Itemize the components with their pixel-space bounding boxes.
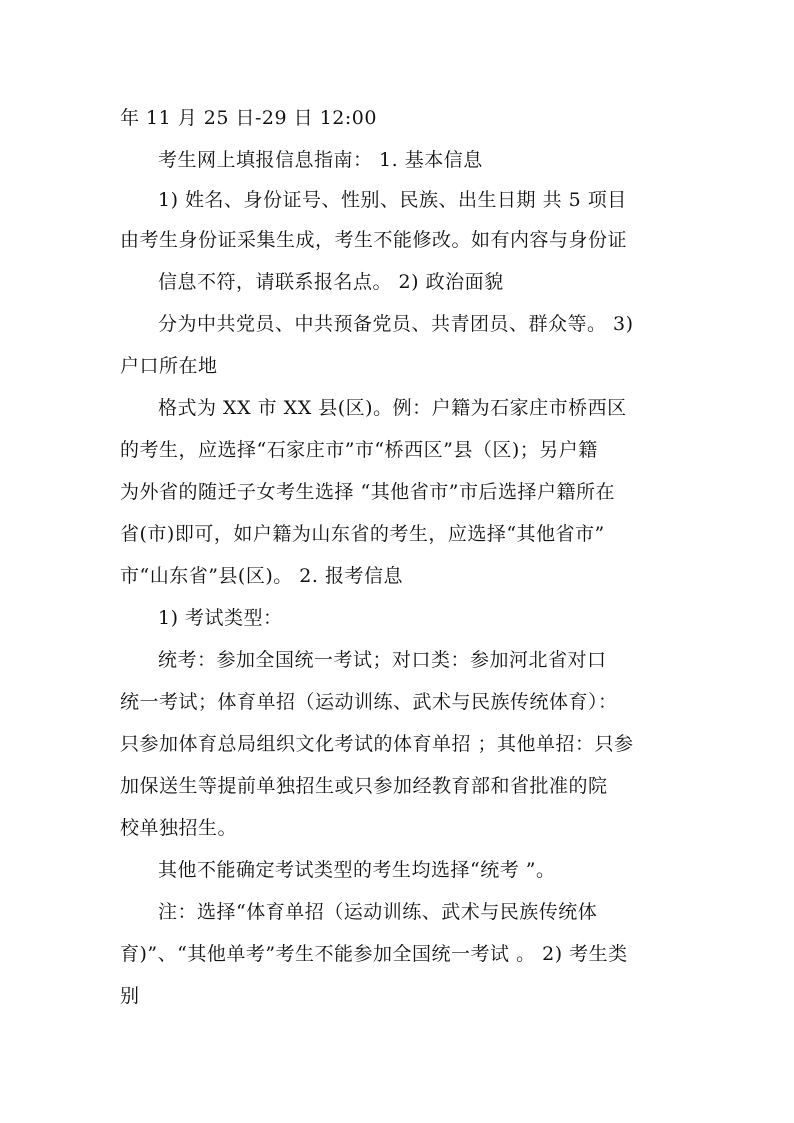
paragraph-line: 省(市)即可，如户籍为山东省的考生，应选择“其他省市” (120, 523, 605, 545)
paragraph-line: 注：选择“体育单招（运动训练、武术与民族传统体 (158, 901, 598, 923)
paragraph-line: 的考生，应选择“石家庄市”市“桥西区”县（区)；另户籍 (120, 439, 598, 461)
paragraph-line: 统一考试；体育单招（运动训练、武术与民族传统体育）： (120, 691, 618, 713)
paragraph-line: 1) 姓名、身份证号、性别、民族、出生日期 共 5 项目 (158, 189, 627, 211)
paragraph-line: 分为中共党员、中共预备党员、共青团员、群众等。 3) (158, 313, 634, 335)
paragraph-line: 育)”、“其他单考”考生不能参加全国统一考试 。 2) 考生类 (120, 943, 628, 965)
paragraph-line: 统考：参加全国统一考试；对口类：参加河北省对口 (158, 649, 607, 671)
paragraph-line: 信息不符，请联系报名点。 2) 政治面貌 (158, 271, 504, 293)
paragraph-line: 由考生身份证采集生成，考生不能修改。如有内容与身份证 (120, 229, 628, 251)
paragraph-line: 户口所在地 (120, 355, 218, 377)
paragraph-line: 格式为 XX 市 XX 县(区)。例：户籍为石家庄市桥西区 (158, 397, 627, 419)
paragraph-line: 市“山东省”县(区)。 2. 报考信息 (120, 565, 403, 587)
paragraph-line: 其他不能确定考试类型的考生均选择“统考 ”。 (158, 859, 556, 881)
paragraph-line: 校单独招生。 (120, 817, 238, 839)
paragraph-line: 年 11 月 25 日-29 日 12:00 (120, 107, 377, 129)
paragraph-line: 1) 考试类型： (158, 607, 283, 629)
paragraph-line: 加保送生等提前单独招生或只参加经教育部和省批准的院 (120, 775, 608, 797)
paragraph-line: 别 (120, 985, 140, 1007)
paragraph-line: 为外省的随迁子女考生选择 “其他省市”市后选择户籍所在 (120, 481, 615, 503)
paragraph-line: 只参加体育总局组织文化考试的体育单招 ；其他单招：只参 (120, 733, 634, 755)
paragraph-line: 考生网上填报信息指南： 1. 基本信息 (158, 149, 483, 171)
